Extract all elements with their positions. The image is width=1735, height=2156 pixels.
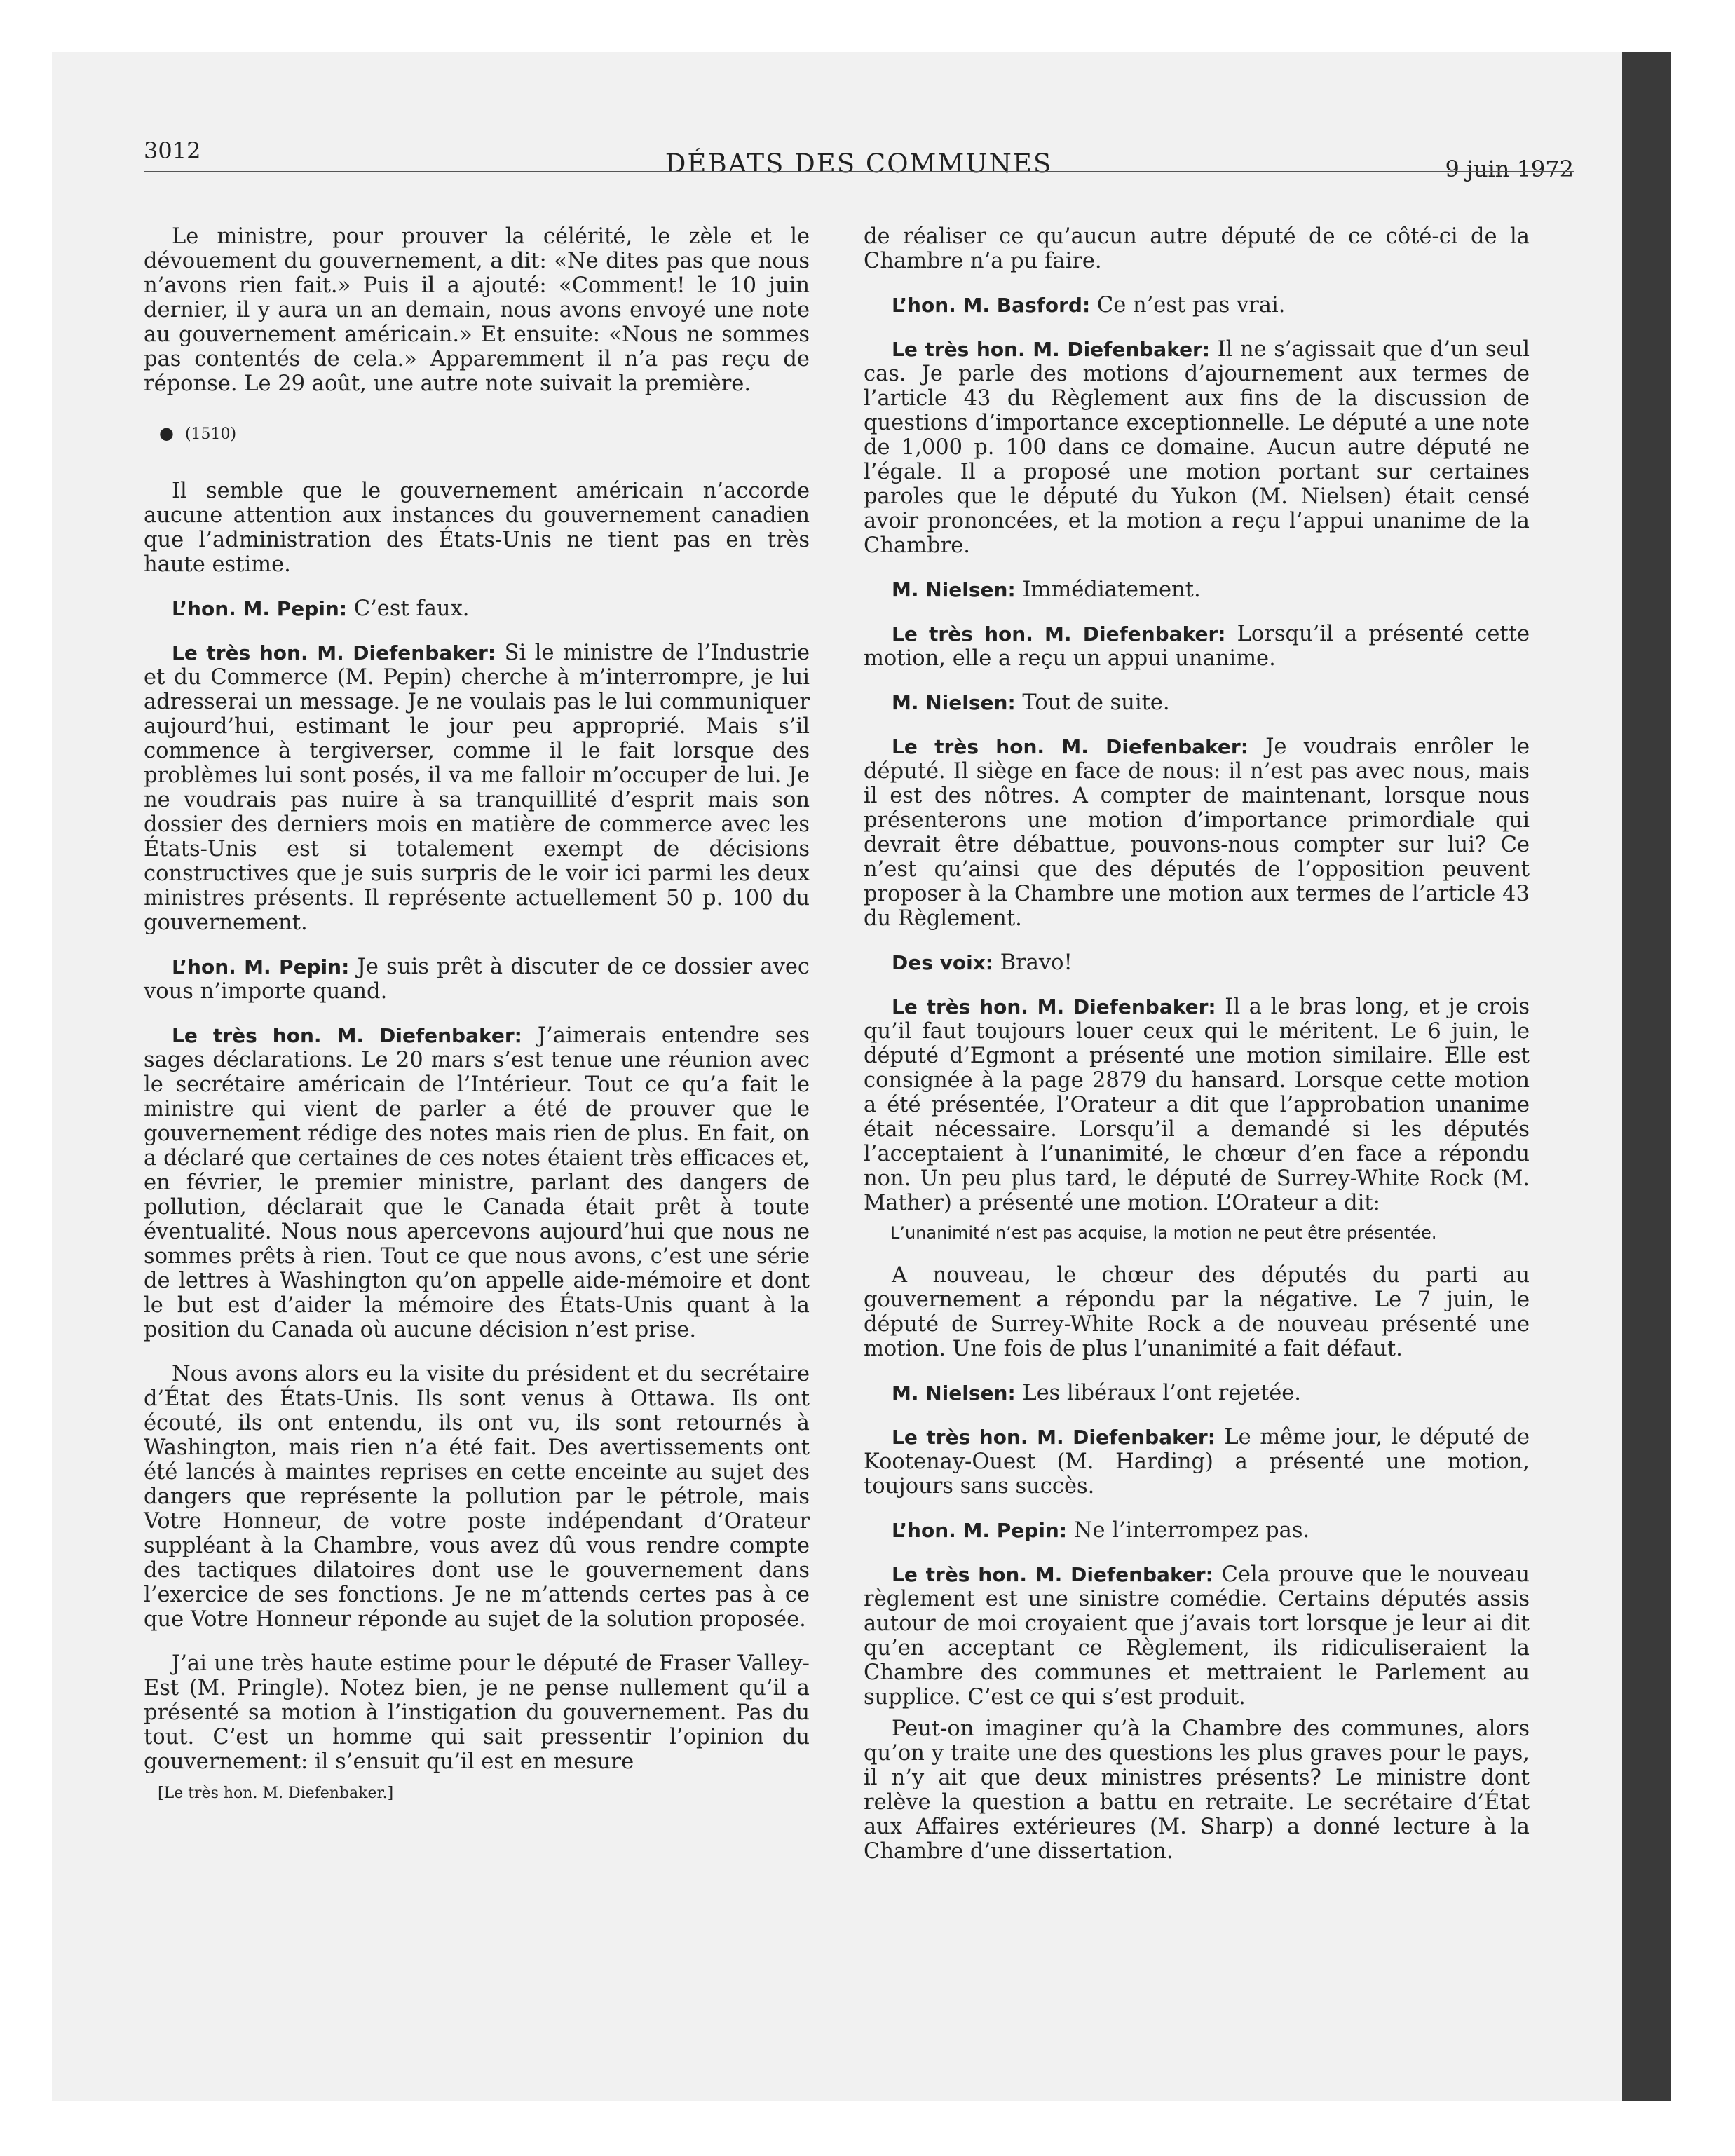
speech [864, 1381, 1530, 1405]
speaker-continuation-note: [Le très hon. M. Diefenbaker.] [158, 1785, 394, 1802]
running-title: DÉBATS DES COMMUNES [665, 149, 1053, 179]
speech [864, 293, 1530, 318]
speaker-name: Le très hon. M. Diefenbaker: [892, 622, 1226, 646]
paragraph-text: Le ministre, pour prouver la célérité, le zèle et le dévouement du gouvernement, a dit: «Ne dites pas que nous n’avons rien fait.» Puis il a ajouté: «Comment! le 10 juin dernier, il y aura un an demain, nous avons envoyé une note au gouvernement américain.» Et ensuite: «Nous ne sommes pas contentés de cela.» Apparemment il n’a pas reçu de réponse. Le 29 août, une autre note suivait la première. [144, 224, 810, 396]
page-header [144, 137, 1574, 186]
speaker-name: M. Nielsen: [892, 578, 1016, 601]
paragraph-text: de réaliser ce qu’aucun autre député de ce côté-ci de la Chambre n’a pu faire. [864, 224, 1530, 273]
speaker-name: M. Nielsen: [892, 691, 1016, 714]
speech [864, 1425, 1530, 1499]
speaker-name: Le très hon. M. Diefenbaker: [172, 641, 496, 664]
paragraph [864, 1263, 1530, 1361]
left-column [144, 224, 810, 1806]
speech [864, 1562, 1530, 1710]
speaker-name: Le très hon. M. Diefenbaker: [892, 1426, 1216, 1449]
speaker-name: Des voix: [892, 951, 993, 974]
speech [864, 578, 1530, 602]
speech-text: Lorsqu’il a présenté cette motion, elle a reçu un appui unanime. [864, 622, 1530, 671]
speech-text: Je voudrais enrôler le député. Il siège en face de nous: il n’est pas avec nous, mais il est des nôtres. A compter de maintenant, lorsque nous présenterons une motion d’importance primordiale qui devrait être débattue, pouvons-nous compter sur lui? Ce n’est qu’ainsi que des députés de l’opposition peuvent proposer à la Chambre une motion aux termes de l’article 43 du Règlement. [864, 735, 1530, 931]
paragraph [144, 224, 810, 396]
speaker-name: L’hon. M. Basford: [892, 294, 1091, 317]
quotation: L’unanimité n’est pas acquise, la motion ne peut être présentée. [890, 1223, 1437, 1243]
speech [144, 596, 810, 621]
speech [864, 337, 1530, 558]
speech-text: Ce n’est pas vrai. [1096, 293, 1286, 318]
speech-text: Il a le bras long, et je crois qu’il faut toujours louer ceux qui le méritent. Le 6 juin, le député d’Egmont a présenté une motion similaire. Elle est consignée à la page 2879 du hansard. Lorsque cette motion a été présentée, l’Orateur a dit que l’approbation unanime était nécessaire. Lorsqu’il a demandé si les députés l’acceptaient à l’unanimité, le chœur d’en face a répondu non. Un peu plus tard, le député de Surrey-White Rock (M. Mather) a présenté une motion. L’Orateur a dit: [864, 995, 1530, 1215]
speech-text: Il ne s’agissait que d’un seul cas. Je parle des motions d’ajournement aux termes de l’article 43 du Règlement aux fins de la discussion de questions d’importance exceptionnelle. Le député a une note de 1,000 p. 100 dans ce domaine. Aucun autre député ne l’égale. Il a proposé une motion portant sur certaines paroles que le député du Yukon (M. Nielsen) était censé avoir prononcées, et la motion a reçu l’appui unanime de la Chambre. [864, 337, 1530, 558]
speaker-name: L’hon. M. Pepin: [892, 1519, 1068, 1542]
paragraph-text: A nouveau, le chœur des députés du parti au gouvernement a répondu par la négative. Le 7 juin, le député de Surrey-White Rock a de nouveau présenté une motion. Une fois de plus l’unanimité a fait défaut. [864, 1263, 1530, 1361]
paragraph [864, 1717, 1530, 1864]
speech-text: Tout de suite. [1022, 690, 1170, 715]
speech-text: Je suis prêt à discuter de ce dossier avec vous n’importe quand. [144, 955, 810, 1004]
paragraph [144, 479, 810, 577]
speech [864, 995, 1530, 1215]
speaker-name: M. Nielsen: [892, 1381, 1016, 1405]
speaker-name: Le très hon. M. Diefenbaker: [892, 735, 1248, 758]
speech [864, 950, 1530, 975]
paragraph [864, 224, 1530, 273]
speech [864, 690, 1530, 715]
speech-text: Cela prouve que le nouveau règlement est une sinistre comédie. Certains députés assis autour de moi croyaient que j’avais tort lorsque je leur ai dit qu’en acceptant ce Règlement, ils ridiculiseraient la Chambre des communes et mettraient le Parlement au supplice. C’est ce qui s’est produit. [864, 1562, 1530, 1710]
speech-text: Si le ministre de l’Industrie et du Commerce (M. Pepin) cherche à m’interrompre, je lui adresserai un message. Je ne voulais pas le lui communiquer aujourd’hui, estimant le jour peu approprié. Mais s’il commence à tergiverser, comme il le fait lorsque des problèmes lui sont posés, il va me falloir m’occuper de lui. Je ne voudrais pas nuire à sa tranquillité d’esprit mais son dossier des derniers mois en matière de commerce avec les États-Unis est si totalement exempt de décisions constructives que je suis surpris de le voir ici parmi les deux ministres présents. Il représente actuellement 50 p. 100 du gouvernement. [144, 641, 810, 935]
page-number: 3012 [144, 137, 201, 164]
paragraph [144, 1362, 810, 1632]
paragraph [144, 1651, 810, 1774]
header-date: 9 juin 1972 [1445, 156, 1574, 182]
speech [864, 735, 1530, 931]
speaker-name: Le très hon. M. Diefenbaker: [892, 995, 1216, 1018]
paragraph-text: Il semble que le gouvernement américain n’accorde aucune attention aux instances du gouvernement canadien que l’administration des États-Unis ne tient pas en très haute estime. [144, 479, 810, 577]
scan-edge-bar [1622, 52, 1671, 2101]
speaker-name: Le très hon. M. Diefenbaker: [892, 338, 1211, 361]
speech [864, 622, 1530, 671]
paragraph-text: J’ai une très haute estime pour le député de Fraser Valley-Est (M. Pringle). Notez bien, je ne pense nullement qu’il a présenté sa motion à l’instigation du gouvernement. Pas du tout. C’est un homme qui sait pressentir l’opinion du gouvernement: il s’ensuit qu’il est en mesure [144, 1651, 810, 1774]
speech-text: Immédiatement. [1022, 578, 1201, 602]
speech [144, 955, 810, 1004]
speaker-name: L’hon. M. Pepin: [172, 597, 348, 620]
right-column [864, 224, 1530, 1883]
speech-text: C’est faux. [353, 596, 470, 621]
paragraph-text: Peut-on imaginer qu’à la Chambre des communes, alors qu’on y traite une des questions les plus graves pour le pays, il n’y ait que deux ministres présents? Le ministre dont relève la question a battu en retraite. Le secrétaire d’État aux Affaires extérieures (M. Sharp) a donné lecture à la Chambre d’une dissertation. [864, 1717, 1530, 1864]
speaker-name: L’hon. M. Pepin: [172, 955, 350, 978]
header-rule [144, 171, 1574, 172]
speech [144, 641, 810, 935]
timestamp [159, 421, 810, 446]
speech-text: Le même jour, le député de Kootenay-Ouest (M. Harding) a présenté une motion, toujours sans succès. [864, 1425, 1530, 1499]
bullet-icon: ● [159, 423, 174, 443]
timestamp-text: (1510) [184, 425, 237, 443]
speech-text: Bravo! [1000, 950, 1073, 975]
speech [144, 1023, 810, 1342]
speech [864, 1518, 1530, 1543]
speech-text: Les libéraux l’ont rejetée. [1022, 1381, 1301, 1405]
speaker-name: Le très hon. M. Diefenbaker: [172, 1024, 522, 1047]
speech-text: Ne l’interrompez pas. [1073, 1518, 1310, 1543]
speech-text: J’aimerais entendre ses sages déclarations. Le 20 mars s’est tenue une réunion avec le secrétaire américain de l’Intérieur. Tout ce qu’a fait le ministre qui vient de parler a été de prouver que le gouvernement rédige des notes mais rien de plus. En fait, on a déclaré que certaines de ces notes étaient très efficaces et, en février, le premier ministre, parlant des dangers de pollution, déclarait que le Canada était prêt à toute éventualité. Nous nous apercevons aujourd’hui que nous ne sommes prêts à rien. Tout ce que nous avons, c’est une série de lettres à Washington qu’on appelle aide-mémoire et dont le but est d’aider la mémoire des États-Unis quant à la position du Canada où aucune décision n’est prise. [144, 1023, 810, 1342]
paragraph-text: Nous avons alors eu la visite du président et du secrétaire d’État des États-Unis. Ils sont venus à Ottawa. Ils ont écouté, ils ont entendu, ils ont vu, ils sont retournés à Washington, mais rien n’a été fait. Des avertissements ont été lancés à maintes reprises en cette enceinte au sujet des dangers que représente la pollution par le pétrole, mais Votre Honneur, de votre poste indépendant d’Orateur suppléant à la Chambre, vous avez dû vous rendre compte des tactiques dilatoires dont use le gouvernement dans l’exercice de ses fonctions. Je ne m’attends certes pas à ce que Votre Honneur réponde au sujet de la solution proposée. [144, 1362, 810, 1632]
speaker-name: Le très hon. M. Diefenbaker: [892, 1563, 1213, 1586]
